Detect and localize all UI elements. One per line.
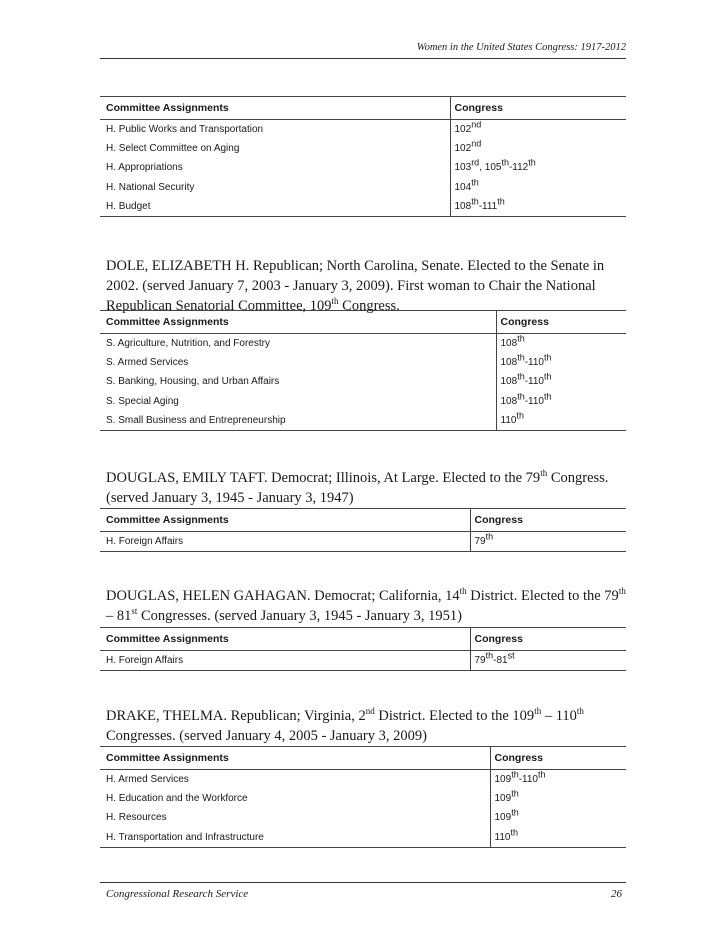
congress-column-header: Congress xyxy=(490,747,626,770)
table-header-row xyxy=(100,747,626,770)
committee-table-douglas-helen xyxy=(100,627,626,671)
table-row xyxy=(100,372,626,391)
member-entry-drake: DRAKE, THELMA. Republican; Virginia, 2nd District. Elected to the 109th – 110th Congresses. (served January 4, 2005 - January 3, 2009) xyxy=(106,706,584,744)
committee-cell: H. National Security xyxy=(106,181,195,193)
congress-cell: 110th xyxy=(490,828,626,848)
congress-cell: 109th xyxy=(490,789,626,808)
congress-cell: 108th-110th xyxy=(496,372,626,391)
committee-cell: H. Budget xyxy=(100,197,450,217)
committee-cell: H. Armed Services xyxy=(106,774,189,786)
table-row xyxy=(100,770,626,790)
footer-source: Congressional Research Service xyxy=(106,888,249,900)
congress-cell: 108th-111th xyxy=(450,197,626,217)
committee-table-douglas-emily xyxy=(100,508,626,552)
table-row xyxy=(100,334,626,354)
table-header-row xyxy=(100,628,626,651)
committee-table-drake xyxy=(100,746,626,848)
congress-cell: 108th-110th xyxy=(496,353,626,372)
congress-cell: 109th xyxy=(490,808,626,827)
table-row xyxy=(100,120,626,140)
congress-cell: 102nd xyxy=(450,139,626,158)
table-row xyxy=(100,158,626,177)
committee-column-header: Committee Assignments xyxy=(100,311,496,334)
committee-column-header: Committee Assignments xyxy=(100,97,450,120)
congress-cell: 109th-110th xyxy=(490,770,626,790)
table-row xyxy=(100,353,626,372)
member-entry-douglas-helen: DOUGLAS, HELEN GAHAGAN. Democrat; California, 14th District. Elected to the 79th – 81st Congresses. (served January 3, 1945 - January 3, 1951) xyxy=(106,586,626,624)
congress-cell: 79th-81st xyxy=(470,651,626,671)
congress-column-header: Congress xyxy=(450,97,626,120)
table-row xyxy=(100,411,626,431)
committee-cell: S. Banking, Housing, and Urban Affairs xyxy=(106,376,280,388)
congress-cell: 103rd, 105th-112th xyxy=(450,158,626,177)
committee-cell: H. Education and the Workforce xyxy=(106,793,248,805)
congress-cell: 110th xyxy=(496,411,626,431)
committee-cell: H. Foreign Affairs xyxy=(100,532,470,552)
congress-column-header: Congress xyxy=(470,628,626,651)
footer-rule xyxy=(100,882,626,883)
committee-cell: H. Select Committee on Aging xyxy=(106,143,240,155)
congress-cell: 108th xyxy=(496,334,626,354)
table-header-row xyxy=(100,311,626,334)
table-row xyxy=(100,392,626,411)
table-header-row xyxy=(100,509,626,532)
table-header-row xyxy=(100,97,626,120)
table-row xyxy=(100,178,626,197)
page-number: 26 xyxy=(611,888,622,900)
running-header: Women in the United States Congress: 1917-2012 xyxy=(416,42,626,53)
member-entry-dole: DOLE, ELIZABETH H. Republican; North Carolina, Senate. Elected to the Senate in 2002. (served January 7, 2003 - January 3, 2009). First woman to Chair the National Republican Senatorial Committee, 109th Congress. xyxy=(106,258,605,314)
committee-cell: S. Armed Services xyxy=(106,357,189,369)
committee-cell: H. Foreign Affairs xyxy=(100,651,470,671)
committee-cell: H. Resources xyxy=(106,812,167,824)
committee-column-header: Committee Assignments xyxy=(100,509,470,532)
committee-cell: H. Appropriations xyxy=(106,162,183,174)
congress-cell: 102nd xyxy=(450,120,626,140)
committee-cell: H. Transportation and Infrastructure xyxy=(100,828,490,848)
table-row xyxy=(100,828,626,848)
congress-column-header: Congress xyxy=(470,509,626,532)
committee-table-continued xyxy=(100,96,626,217)
committee-column-header: Committee Assignments xyxy=(100,628,470,651)
table-row xyxy=(100,651,626,671)
committee-column-header: Committee Assignments xyxy=(100,747,490,770)
committee-cell: H. Public Works and Transportation xyxy=(106,124,264,136)
congress-column-header: Congress xyxy=(496,311,626,334)
committee-cell: S. Agriculture, Nutrition, and Forestry xyxy=(106,338,270,350)
committee-cell: S. Special Aging xyxy=(106,395,179,407)
table-row xyxy=(100,808,626,827)
table-row xyxy=(100,197,626,217)
table-row xyxy=(100,532,626,552)
table-row xyxy=(100,139,626,158)
header-rule xyxy=(100,58,626,59)
congress-cell: 79th xyxy=(470,532,626,552)
member-entry-douglas-emily: DOUGLAS, EMILY TAFT. Democrat; Illinois, At Large. Elected to the 79th Congress. (served January 3, 1945 - January 3, 1947) xyxy=(106,468,609,506)
congress-cell: 104th xyxy=(450,178,626,197)
congress-cell: 108th-110th xyxy=(496,392,626,411)
table-row xyxy=(100,789,626,808)
committee-table-dole xyxy=(100,310,626,431)
committee-cell: S. Small Business and Entrepreneurship xyxy=(100,411,496,431)
